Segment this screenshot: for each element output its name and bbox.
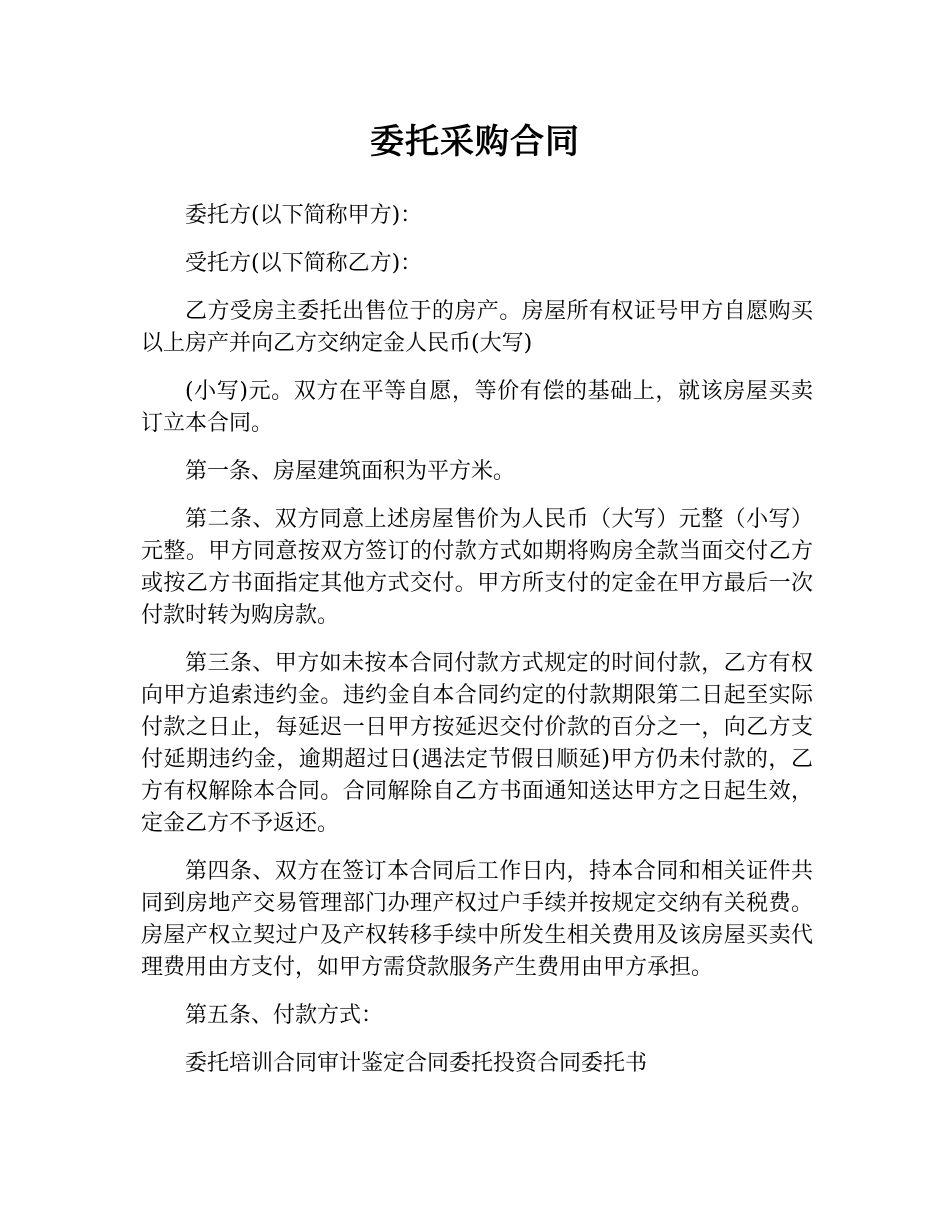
intro-continuation-paragraph: (小写)元。双方在平等自愿，等价有偿的基础上，就该房屋买卖订立本合同。	[141, 379, 813, 436]
document-body	[141, 200, 813, 1096]
party-a-line: 委托方(以下简称甲方)：	[185, 203, 423, 228]
party-b-line: 受托方(以下简称乙方)：	[185, 251, 423, 276]
related-documents-line: 委托培训合同审计鉴定合同委托投资合同委托书	[185, 1051, 648, 1076]
article-3: 第三条、甲方如未按本合同付款方式规定的时间付款，乙方有权向甲方追索违约金。违约金自本合同约定的付款期限第二日起至实际付款之日止，每延迟一日甲方按延迟交付价款的百分之一，向乙方支付延期违约金，逾期超过日(遇法定节假日顺延)甲方仍未付款的，乙方有权解除本合同。合同解除自乙方书面通知送达甲方之日起生效，定金乙方不予返还。	[141, 651, 813, 836]
article-4: 第四条、双方在签订本合同后工作日内，持本合同和相关证件共同到房地产交易管理部门办理产权过户手续并按规定交纳有关税费。房屋产权立契过户及产权转移手续中所发生相关费用及该房屋买卖代理费用由方支付，如甲方需贷款服务产生费用由甲方承担。	[141, 859, 813, 980]
document-title: 委托采购合同	[370, 122, 580, 162]
article-1: 第一条、房屋建筑面积为平方米。	[185, 459, 516, 484]
article-2: 第二条、双方同意上述房屋售价为人民币（大写）元整（小写）元整。甲方同意按双方签订的付款方式如期将购房全款当面交付乙方或按乙方书面指定其他方式交付。甲方所支付的定金在甲方最后一次付款时转为购房款。	[141, 507, 813, 628]
article-5: 第五条、付款方式：	[185, 1003, 384, 1028]
intro-paragraph: 乙方受房主委托出售位于的房产。房屋所有权证号甲方自愿购买以上房产并向乙方交纳定金人民币(大写)	[141, 299, 813, 356]
